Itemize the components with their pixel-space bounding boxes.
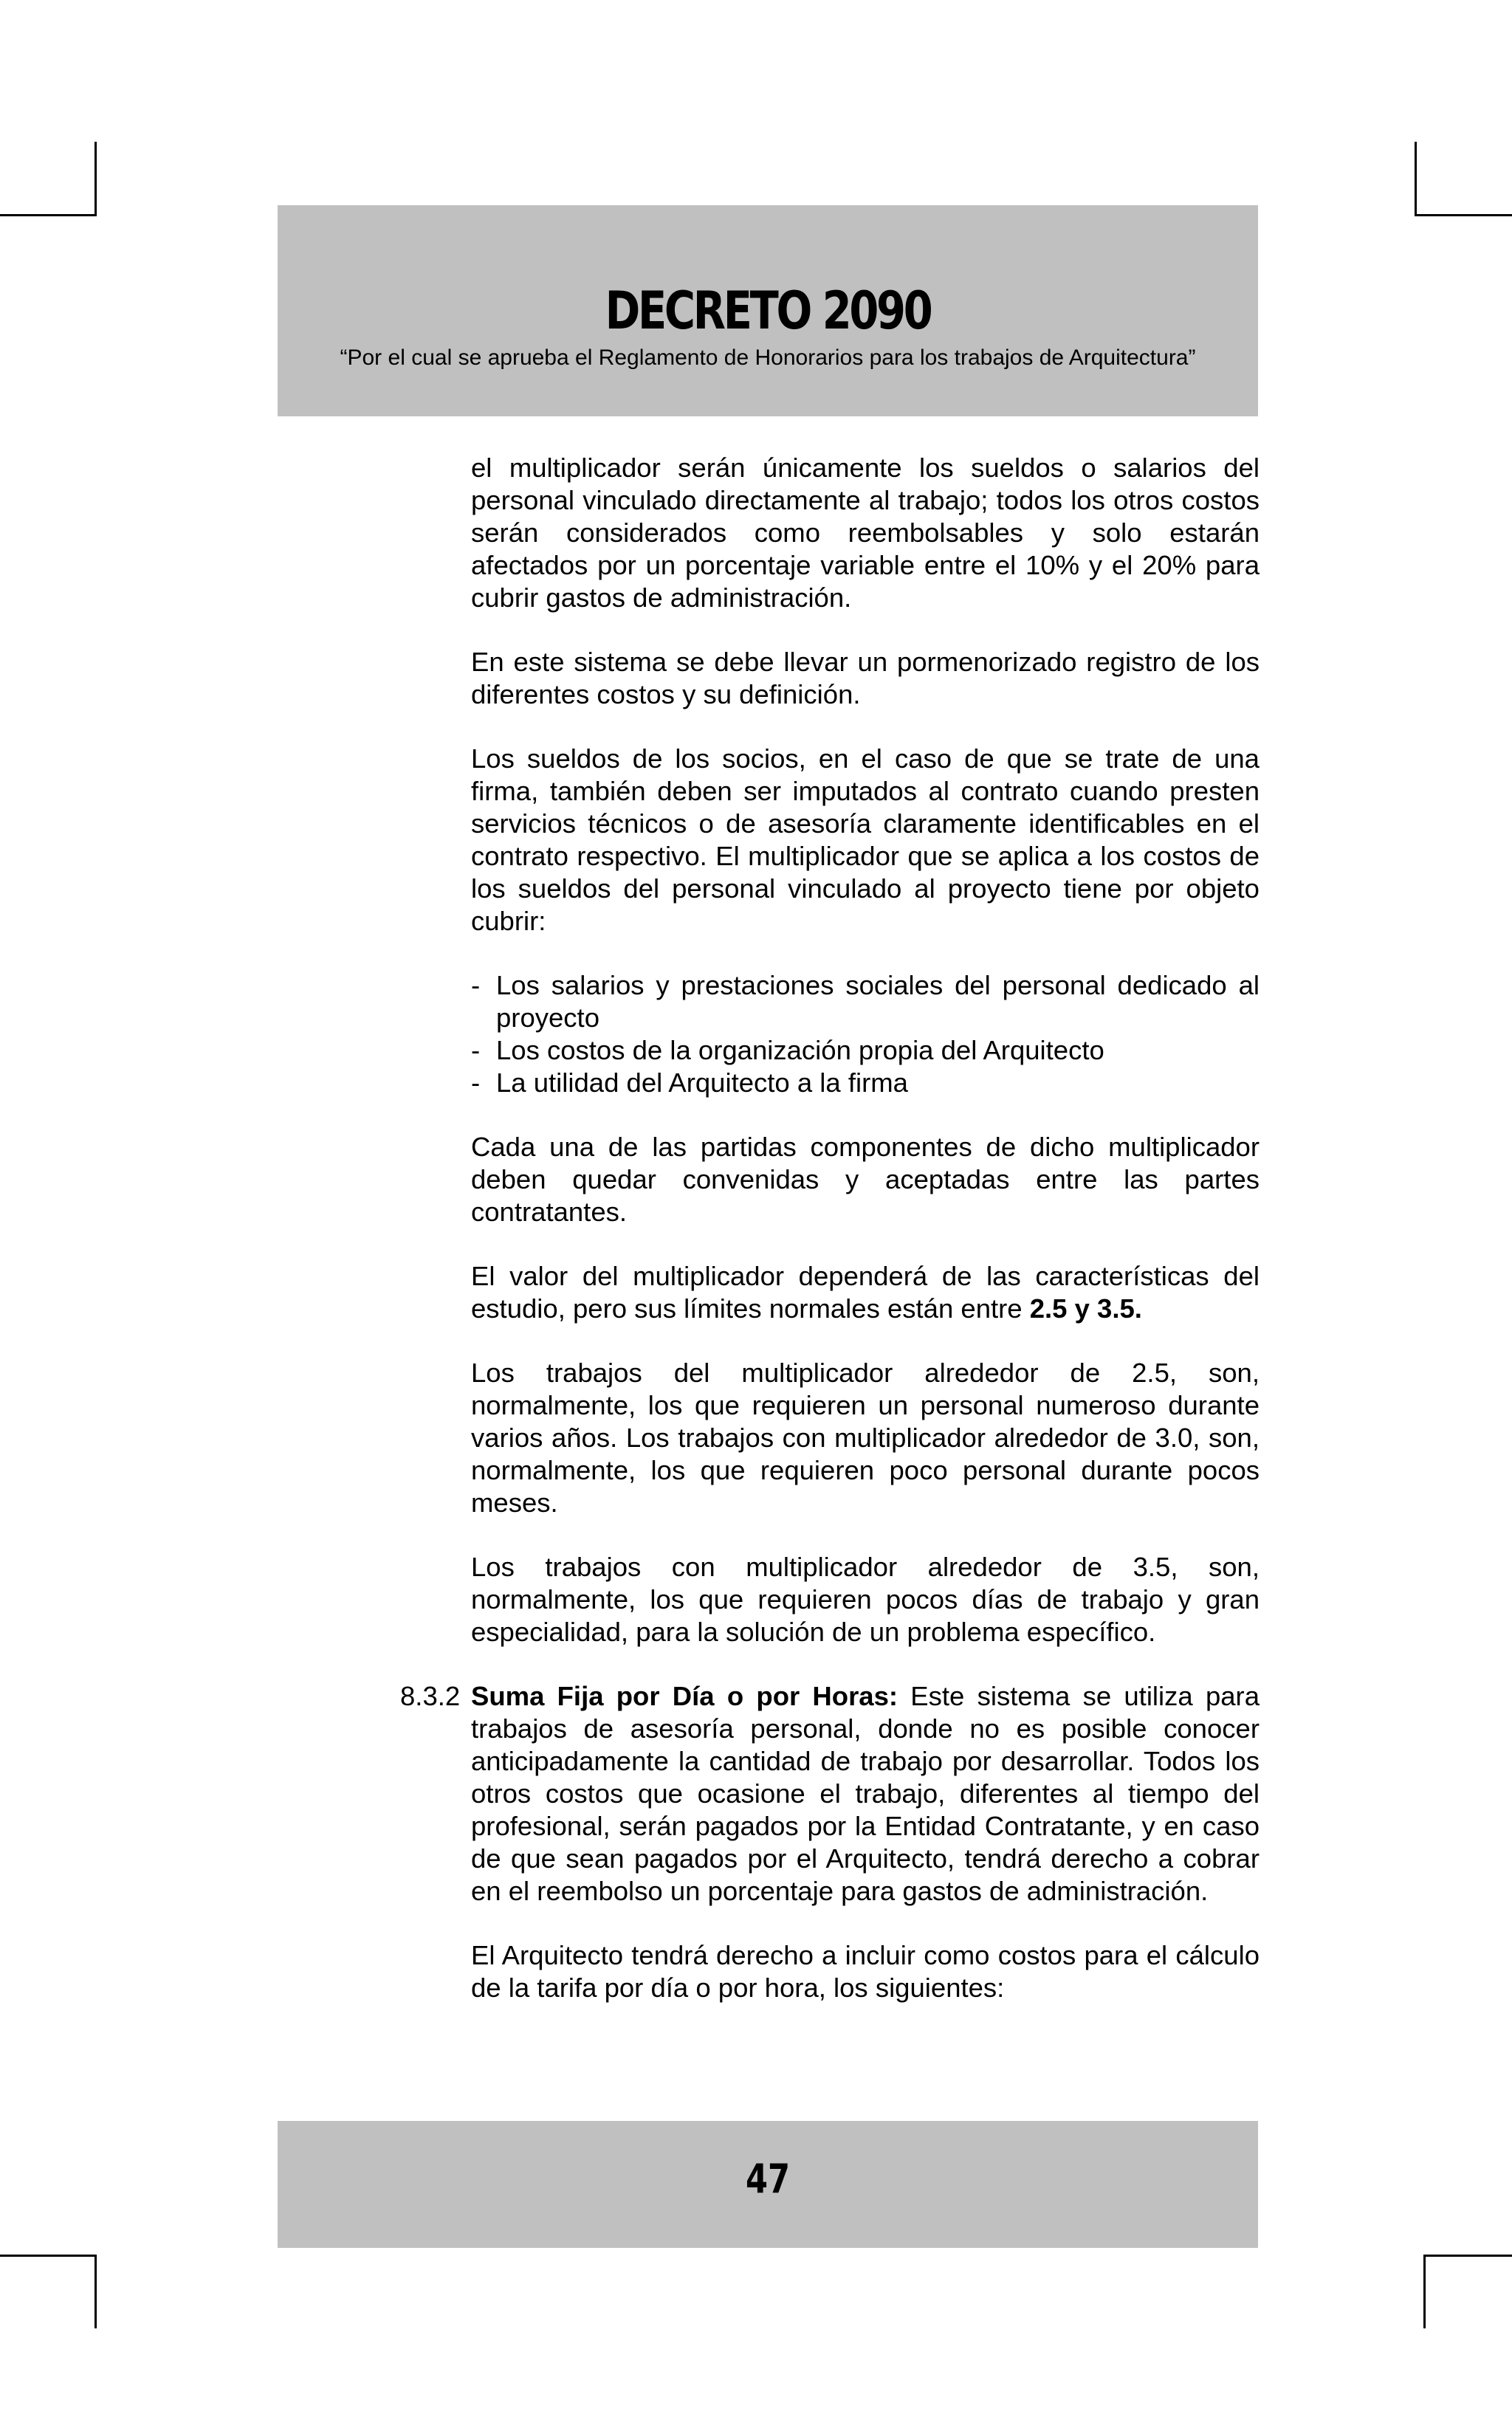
paragraph: Los trabajos del multiplicador alrededor de 2.5, son, normalmente, los que requieren un personal numeroso durante varios años. Los trabajos con multiplicador alrededor de 3.0, son, normalmente, los que requieren poco personal durante pocos meses. <box>471 1358 1260 1518</box>
section-text: Este sistema se utiliza para trabajos de asesoría personal, donde no es posible conocer anticipadamente la cantidad de trabajo por desarrollar. Todos los otros costos que ocasione el trabajo, diferentes al tiempo del profesional, serán pagados por la Entidad Contratante, y en caso de que sean pagados por el Arquitecto, tendrá derecho a cobrar en el reembolso un porcentaje para gastos de administración. <box>471 1681 1260 1906</box>
crop-mark-bottom-right-v <box>1423 2255 1426 2328</box>
paragraph: El Arquitecto tendrá derecho a incluir como costos para el cálculo de la tarifa por día o por hora, los siguientes: <box>471 1940 1260 2003</box>
crop-mark-top-right-v <box>1415 142 1417 216</box>
page-footer <box>278 2121 1258 2248</box>
page-number: 47 <box>745 2156 791 2202</box>
paragraph: el multiplicador serán únicamente los sueldos o salarios del personal vinculado directamente al trabajo; todos los otros costos serán considerados como reembolsables y solo estarán afectados por un porcentaje variable entre el 10% y el 20% para cubrir gastos de administración. <box>471 453 1260 613</box>
list-item: - Los salarios y prestaciones sociales del personal dedicado al proyecto <box>471 969 1260 1034</box>
crop-mark-bottom-left-v <box>94 2255 97 2328</box>
section-number: 8.3.2 <box>400 1681 461 1711</box>
paragraph: Cada una de las partidas componentes de dicho multiplicador deben quedar convenidas y aceptadas entre las partes contratantes. <box>471 1132 1260 1227</box>
multiplier-range: 2.5 y 3.5. <box>1029 1293 1142 1324</box>
document-title: DECRETO 2090 <box>605 281 931 341</box>
page-body <box>400 452 1260 2036</box>
paragraph <box>471 1260 1260 1325</box>
paragraph: En este sistema se debe llevar un pormenorizado registro de los diferentes costos y su definición. <box>471 647 1260 709</box>
section-title: Suma Fija por Día o por Horas: <box>471 1681 898 1711</box>
bullet-list <box>471 969 1260 1099</box>
paragraph: Los trabajos con multiplicador alrededor de 3.5, son, normalmente, los que requieren pocos días de trabajo y gran especialidad, para la solución de un problema específico. <box>471 1552 1260 1647</box>
list-item: - La utilidad del Arquitecto a la firma <box>471 1067 1260 1099</box>
crop-mark-top-left-v <box>94 142 97 216</box>
crop-mark-top-left-h <box>0 214 97 216</box>
section-8-3-2 <box>400 1680 1260 1908</box>
paragraph-text: El valor del multiplicador dependerá de las características del estudio, pero sus límites normales están entre <box>471 1261 1260 1324</box>
list-item: - Los costos de la organización propia del Arquitecto <box>471 1034 1260 1067</box>
crop-mark-bottom-right-h <box>1423 2255 1512 2257</box>
paragraph: Los sueldos de los socios, en el caso de que se trate de una firma, también deben ser imputados al contrato cuando presten servicios técnicos o de asesoría claramente identificables en el contrato respectivo. El multiplicador que se aplica a los costos de los sueldos del personal vinculado al proyecto tiene por objeto cubrir: <box>471 743 1260 936</box>
page-header <box>278 205 1258 416</box>
crop-mark-bottom-left-h <box>0 2255 97 2257</box>
document-subtitle: “Por el cual se aprueba el Reglamento de Honorarios para los trabajos de Arquitectura” <box>340 345 1196 370</box>
crop-mark-top-right-h <box>1415 214 1512 216</box>
